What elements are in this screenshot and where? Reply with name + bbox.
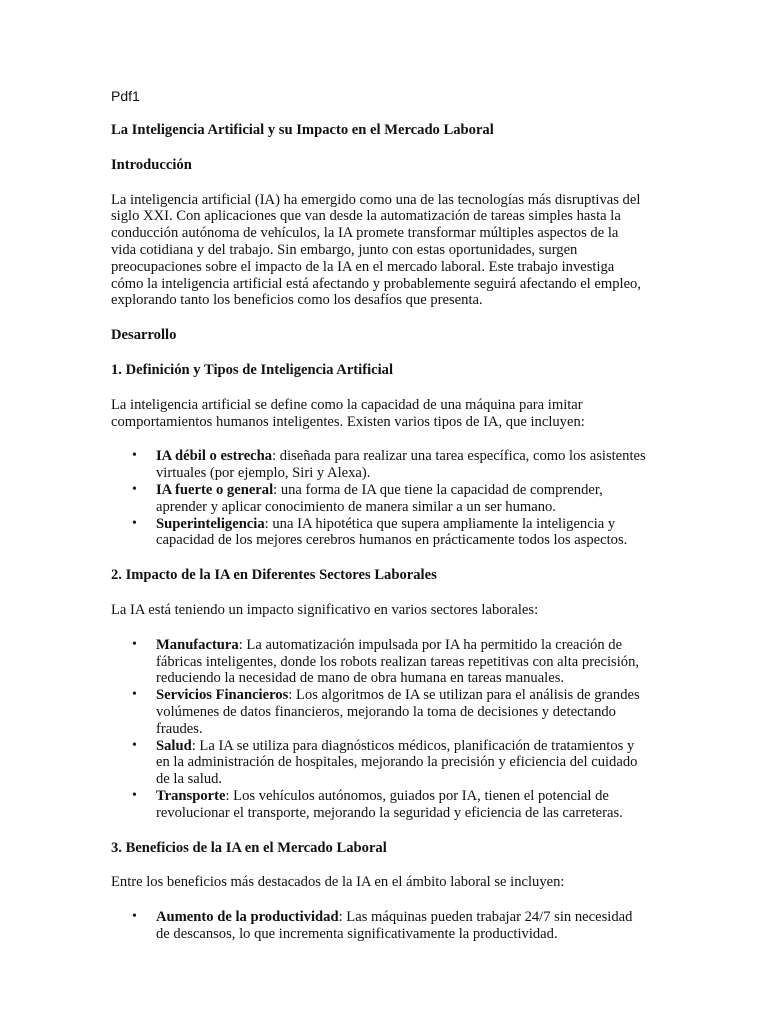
list-item <box>132 737 646 788</box>
bullet-icon: • <box>132 787 137 803</box>
list-item-term: Aumento de la productividad <box>156 909 339 926</box>
intro-paragraph: La inteligencia artificial (IA) ha emergido como una de las tecnologías más disruptivas del siglo XXI. Con aplicaciones que van desde la automatización de tareas simples hasta la conducción autónoma de vehículos, la IA promete transformar múltiples aspectos de la vida cotidiana y del trabajo. Sin embargo, junto con estas oportunidades, surgen preocupaciones sobre el impacto de la IA en el mercado laboral. Este trabajo investiga cómo la inteligencia artificial está afectando y probablemente seguirá afectando el empleo, explorando tanto los beneficios como los desafíos que presenta. <box>111 191 641 309</box>
list-item <box>132 515 646 550</box>
section3-paragraph: Entre los beneficios más destacados de la IA en el ámbito laboral se incluyen: <box>111 874 565 891</box>
list-item-desc: : La automatización impulsada por IA ha permitido la creación de fábricas inteligentes, donde los robots realizan tareas repetitivas con alta precisión, reduciendo la necesidad de mano de obra humana en tareas manuales. <box>156 636 640 687</box>
list-item-term: Salud <box>156 737 192 754</box>
list-item-desc: : Los vehículos autónomos, guiados por IA, tienen el potencial de revolucionar el transporte, mejorando la seguridad y eficiencia de las carreteras. <box>156 787 623 821</box>
list-item <box>132 636 646 687</box>
document-title: La Inteligencia Artificial y su Impacto en el Mercado Laboral <box>111 122 494 138</box>
section3-list <box>111 909 646 943</box>
list-item-desc: : Las máquinas pueden trabajar 24/7 sin necesidad de descansos, lo que incrementa significativamente la productividad. <box>156 909 633 942</box>
bullet-icon: • <box>132 909 137 925</box>
list-item-term: IA débil o estrecha <box>156 448 273 465</box>
section1-paragraph: La inteligencia artificial se define como la capacidad de una máquina para imitar comportamientos humanos inteligentes. Existen varios tipos de IA, que incluyen: <box>111 396 585 430</box>
list-item-term: Servicios Financieros <box>156 687 289 704</box>
bullet-icon: • <box>132 448 137 464</box>
bullet-icon: • <box>132 481 137 497</box>
section2-list <box>111 637 646 822</box>
pdf-label: Pdf1 <box>111 88 140 104</box>
section1-list <box>111 448 646 549</box>
list-item-desc: : una forma de IA que tiene la capacidad de comprender, aprender y aplicar conocimiento de manera similar a un ser humano. <box>156 481 603 515</box>
document-body <box>111 122 646 961</box>
list-item-desc: : diseñada para realizar una tarea específica, como los asistentes virtuales (por ejemplo, Siri y Alexa). <box>156 448 646 482</box>
list-item-term: Transporte <box>156 787 226 804</box>
list-item-term: Superinteligencia <box>156 515 265 532</box>
bullet-icon: • <box>132 687 137 703</box>
section3-heading: 3. Beneficios de la IA en el Mercado Laboral <box>111 839 387 856</box>
list-item-desc: : una IA hipotética que supera ampliamente la inteligencia y capacidad de los mejores cerebros humanos en prácticamente todos los aspectos. <box>156 515 628 549</box>
bullet-icon: • <box>132 515 137 531</box>
section2-paragraph: La IA está teniendo un impacto significativo en varios sectores laborales: <box>111 601 539 618</box>
list-item <box>132 687 646 737</box>
list-item <box>132 448 646 482</box>
intro-heading: Introducción <box>111 156 192 173</box>
list-item-desc: : Los algoritmos de IA se utilizan para el análisis de grandes volúmenes de datos financieros, mejorando la toma de decisiones y detectando fraudes. <box>156 687 640 737</box>
bullet-icon: • <box>132 737 137 753</box>
list-item <box>132 909 646 943</box>
section1-heading: 1. Definición y Tipos de Inteligencia Artificial <box>111 361 394 378</box>
list-item-term: Manufactura <box>156 636 239 653</box>
section2-heading: 2. Impacto de la IA en Diferentes Sectores Laborales <box>111 567 437 584</box>
list-item-desc: : La IA se utiliza para diagnósticos médicos, planificación de tratamientos y en la administración de hospitales, mejorando la precisión y eficiencia del cuidado de la salud. <box>156 737 638 788</box>
list-item <box>132 787 646 822</box>
list-item <box>132 481 646 516</box>
development-heading: Desarrollo <box>111 327 177 344</box>
bullet-icon: • <box>132 636 137 652</box>
list-item-term: IA fuerte o general <box>156 481 274 498</box>
